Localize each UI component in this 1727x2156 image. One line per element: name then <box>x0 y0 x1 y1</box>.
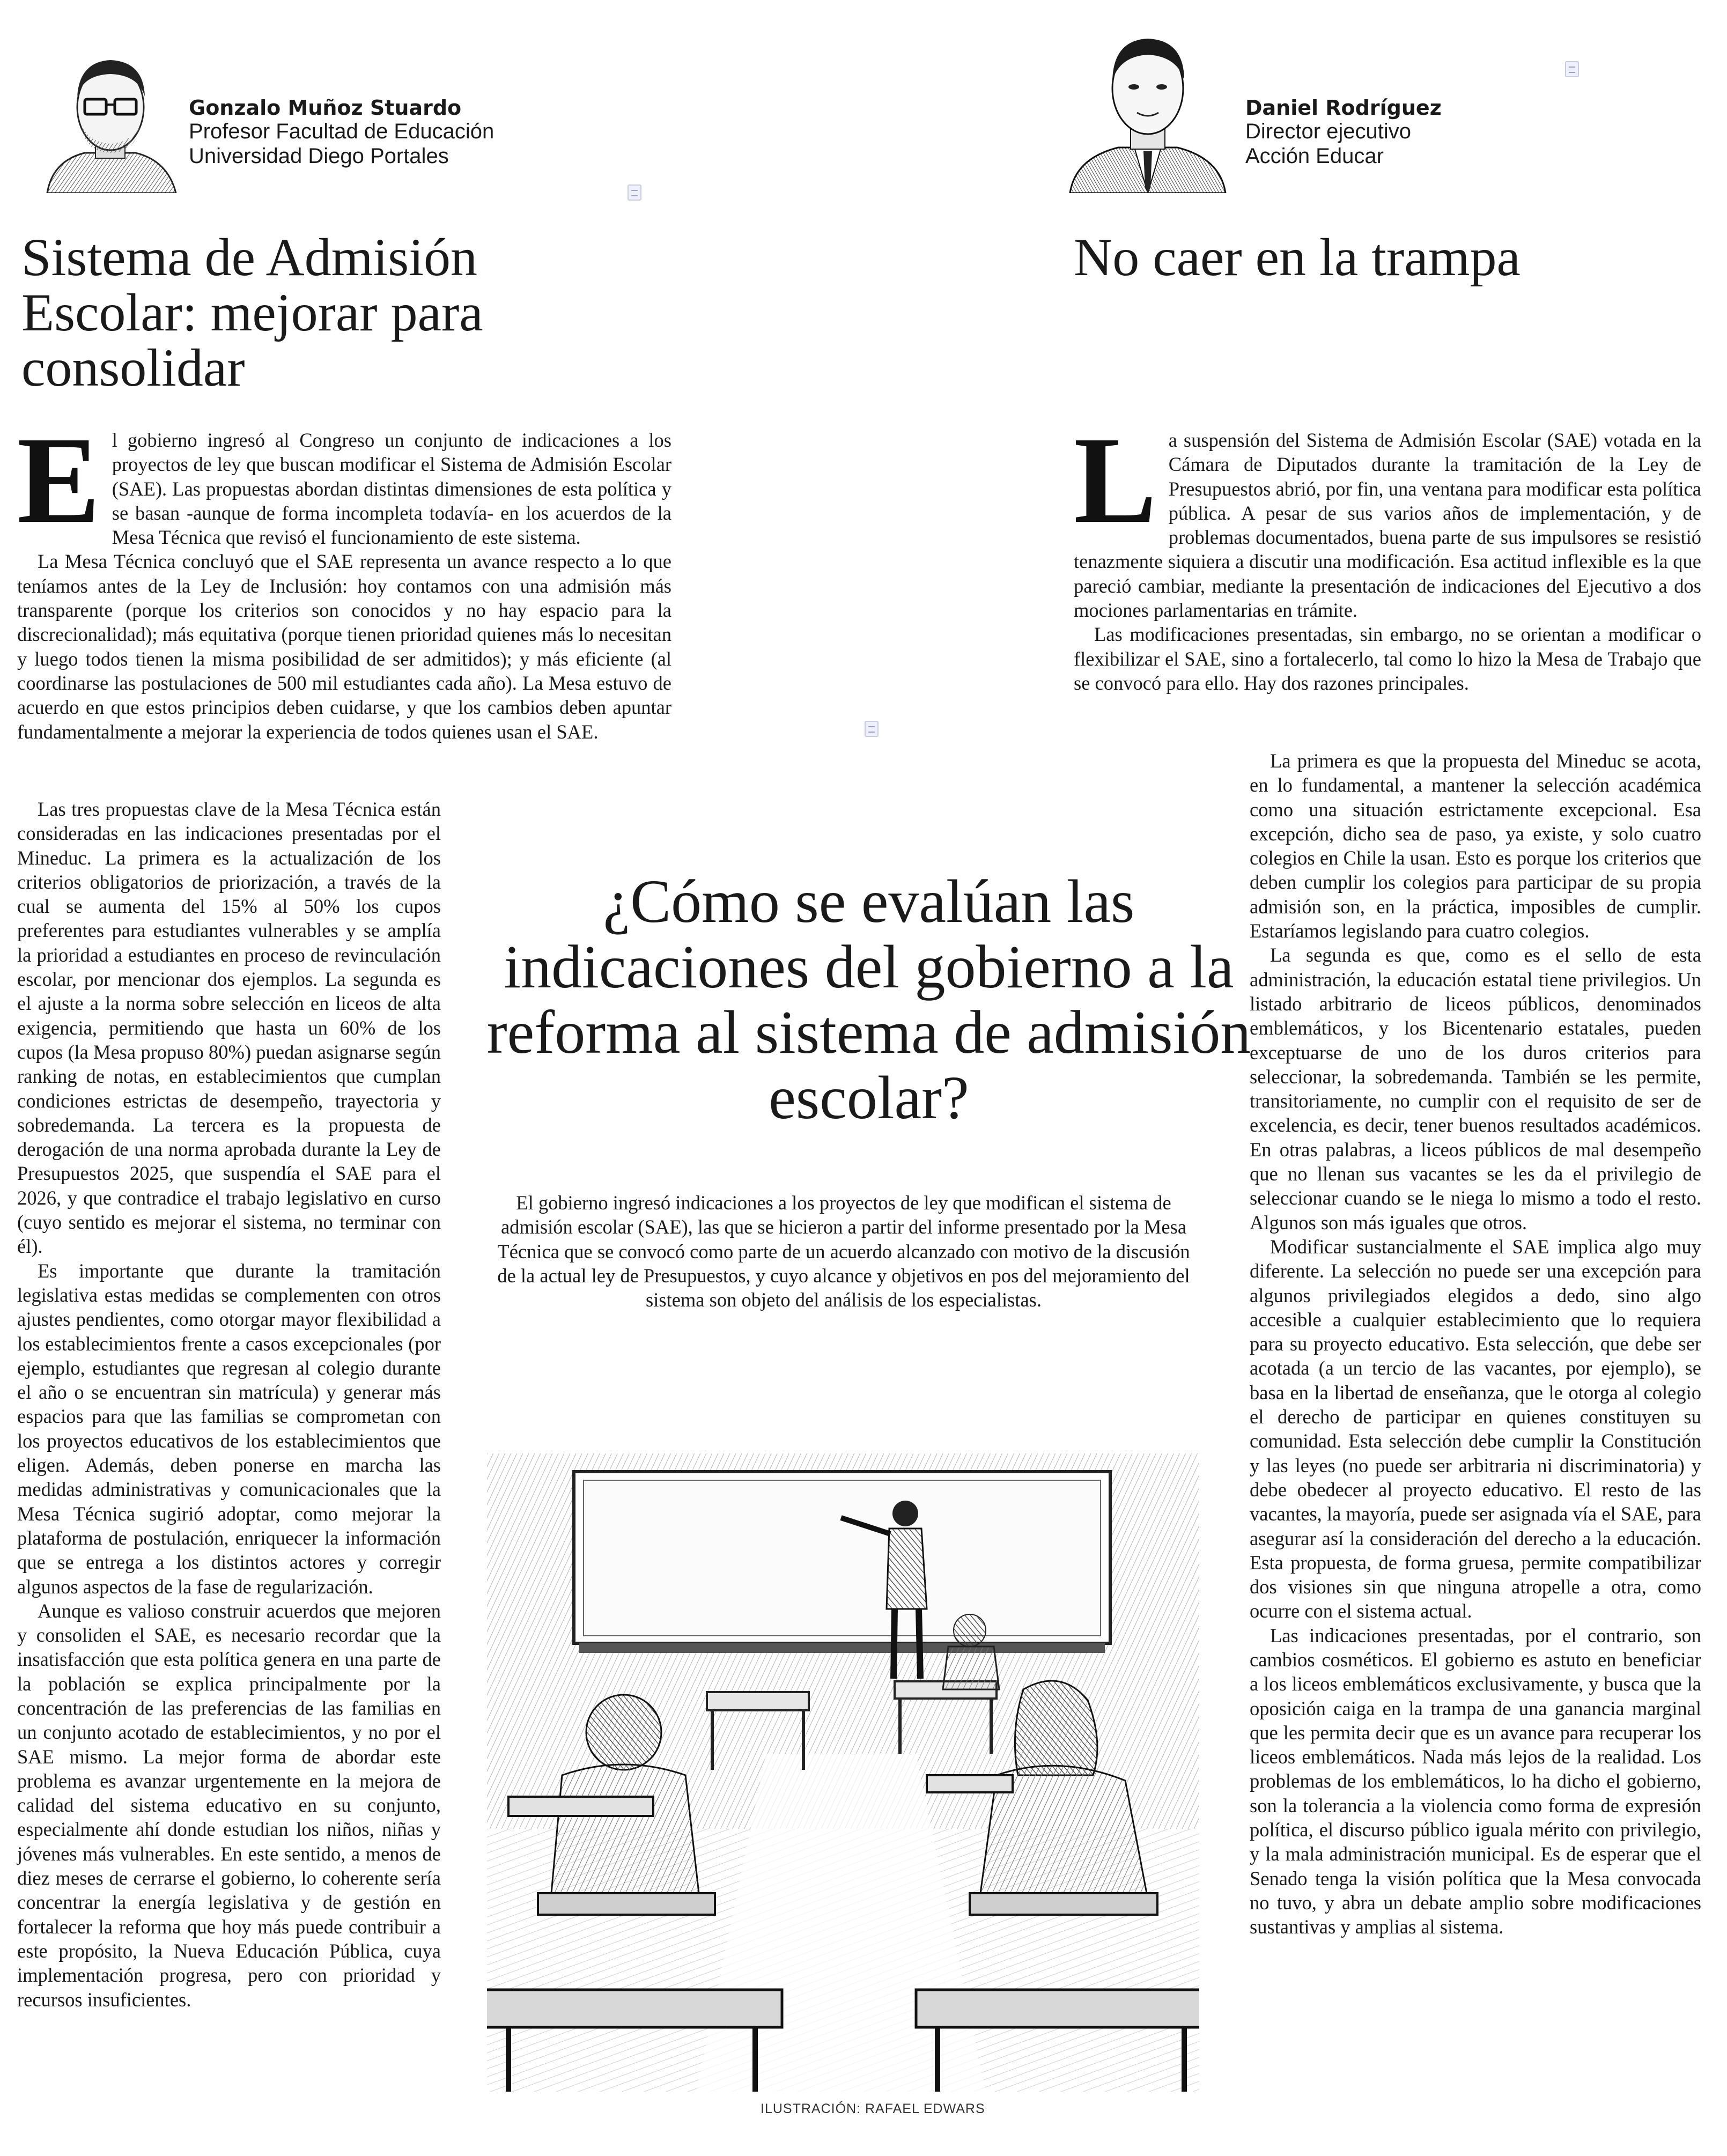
right-paragraph: Las indicaciones presentadas, por el contrario, son cambios cosméticos. El gobierno es astuto en beneficiar a los liceos emblemáticos exclusivamente, y busca que la oposición caiga en la trampa de una ganancia marginal que les permita decir que es un avance para recuperar los liceos emblemáticos. Nada más lejos de la realidad. Los problemas de los emblemáticos, lo ha dicho el gobierno, son la tolerancia a la violencia como forma de expresión política, el discurso público iguala mérito con privilegio, y la mala administración municipal. Es de esperar que el Senado tenga la visión política que la Mesa convocada no tuvo, y abra un debate amplio sobre modificaciones sustantivas y amplias al sistema. <box>1250 1624 1701 1938</box>
note-annotation-icon[interactable] <box>865 721 879 737</box>
left-headline: Sistema de Admisión Escolar: mejorar para consolidar <box>21 227 483 397</box>
right-paragraph: a suspensión del Sistema de Admisión Escolar (SAE) votada en la Cámara de Diputados durante la tramitación de la Ley de Presupuestos abrió, por fin, una ventana para modificar esta política pública. A pesar de sus varios años de implementación, y de problemas documentados, buena parte de sus impulsores se resistió tenazmente siquiera a discutir una modificación. Esa actitud inflexible es la que pareció cambiar, mediante la presentación de indicaciones del Ejecutivo a dos mociones parlamentarias en trámite. <box>1074 429 1701 622</box>
right-headline: No caer en la trampa <box>1074 227 1521 287</box>
right-author-role-line1: Director ejecutivo <box>1245 120 1412 143</box>
center-question-headline: ¿Cómo se evalúan las indicaciones del gobierno a la reforma al sistema de admisión escolar? <box>486 867 1251 1132</box>
left-article-body-narrow <box>17 797 441 2012</box>
right-author-portrait <box>1067 27 1228 193</box>
note-annotation-icon[interactable] <box>628 184 641 201</box>
right-article-body <box>1074 411 1701 695</box>
classroom-illustration <box>487 1453 1199 2092</box>
right-article-body-narrow <box>1250 749 1701 1939</box>
center-intro-text: El gobierno ingresó indicaciones a los proyectos de ley que modifican el sistema de admisión escolar (SAE), las que se hicieron a partir del informe presentado por la Mesa Técnica que se convocó como parte de un acuerdo alcanzado con motivo de la discusión de la actual ley de Presupuestos, y cuyo alcance y objetivos en pos del mejoramiento del sistema son objeto del análisis de los especialistas. <box>497 1192 1190 1311</box>
left-article-body <box>17 411 671 744</box>
left-paragraph: Es importante que durante la tramitación legislativa estas medidas se complementen con otros ajustes pendientes, como otorgar mayor flexibilidad a los establecimientos frente a casos excepcionales (por ejemplo, estudiantes que regresan al colegio durante el año o se encuentran sin matrícula) y generar más espacios para que las familias se comprometan con los proyectos educativos de los establecimientos que eligen. Además, deben ponerse en marcha las medidas administrativas y comunicacionales que la Mesa Técnica sugirió adoptar, como mejorar la plataforma de postulación, enriquecer la información que se entrega a los distintos actores y corregir algunos aspectos de la fase de regularización. <box>17 1259 441 1598</box>
left-paragraph: La Mesa Técnica concluyó que el SAE representa un avance respecto a lo que teníamos antes de la Ley de Inclusión: hoy contamos con una admisión más transparente (porque los criterios son conocidos y no hay espacio para la discrecionalidad); más equitativa (porque tienen prioridad quienes más lo necesitan y luego todos tienen la misma posibilidad de ser admitidos); y más eficiente (al coordinarse las postulaciones de 500 mil estudiantes cada año). La Mesa estuvo de acuerdo en que estos principios deben cuidarse, y que los cambios deben apuntar fundamentalmente a mejorar la experiencia de todos quienes usan el SAE. <box>17 550 671 743</box>
left-author-name: Gonzalo Muñoz Stuardo <box>189 96 462 120</box>
right-paragraph: La primera es que la propuesta del Mineduc se acota, en lo fundamental, a mantener la selección académica como una situación estrictamente excepcional. Esa excepción, dicho sea de paso, ya existe, y solo cuatro colegios en Chile la usan. Esto es porque los criterios que deben cumplir los colegios para participar de su propia admisión son, en la práctica, imposibles de cumplir. Estaríamos legislando para cuatro colegios. <box>1250 750 1701 942</box>
left-author-role-line2: Universidad Diego Portales <box>189 144 449 168</box>
left-author-portrait <box>42 43 179 193</box>
left-paragraph: Las tres propuestas clave de la Mesa Técnica están consideradas en las indicaciones presentadas por el Mineduc. La primera es la actualización de los criterios obligatorios de priorización, a través de la cual se aumenta del 15% al 50% los cupos preferentes para estudiantes vulnerables y se amplía la prioridad a estudiantes en proceso de revinculación escolar, por mencionar dos ejemplos. La segunda es el ajuste a la norma sobre selección en liceos de alta exigencia, permitiendo que hasta un 60% de los cupos (la Mesa propuso 80%) puedan asignarse según ranking de notas, en establecimientos que cumplan condiciones estrictas de desempeño, trayectoria y sobredemanda. La tercera es la propuesta de derogación de una norma aprobada durante la Ley de Presupuestos 2025, que suspendía el SAE para el 2026, y que contradice el trabajo legislativo en curso (cuyo sentido es mejorar el sistema, no terminar con él). <box>17 798 441 1258</box>
right-dropcap: L <box>1074 411 1157 549</box>
left-paragraph: l gobierno ingresó al Congreso un conjunto de indicaciones a los proyectos de ley que buscan modificar el Sistema de Admisión Escolar (SAE). Las propuestas abordan distintas dimensiones de esta política y se basan -aunque de forma incompleta todavía- en los acuerdos de la Mesa Técnica que revisó el funcionamiento de este sistema. <box>112 429 671 549</box>
right-author-role-line2: Acción Educar <box>1245 144 1384 168</box>
right-paragraph: La segunda es que, como es el sello de esta administración, la educación estatal tiene privilegios. Un listado arbitrario de liceos públicos, denominados emblemáticos, y los Bicentenario estatales, pueden exceptuarse de uno de los duros criterios para seleccionar, la sobredemanda. También se les permite, transitoriamente, no cumplir con el requisito de ser de excelencia, es decir, tener buenos resultados académicos. En otras palabras, a liceos públicos de mal desempeño que no llenan sus vacantes se les da el privilegio de seleccionar cuando se le niega lo mismo a todo el resto. Algunos son más iguales que otros. <box>1250 944 1701 1234</box>
right-author-name: Daniel Rodríguez <box>1245 96 1442 120</box>
left-paragraph: Aunque es valioso construir acuerdos que mejoren y consoliden el SAE, es necesario recordar que la insatisfacción que esta política genera en una parte de la población se explica principalmente por la concentración de las preferencias de las familias en un conjunto acotado de establecimientos, y no por el SAE mismo. La mejor forma de abordar este problema es avanzar urgentemente en la mejora de calidad del sistema educativo en su conjunto, especialmente ahí donde estudian los niños, niñas y jóvenes más vulnerables. En este sentido, a menos de diez meses de cerrarse el gobierno, lo coherente sería concentrar la energía legislativa y de gestión en fortalecer la reforma que hoy más puede contribuir a este propósito, la Nueva Educación Pública, cuya implementación progresa, pero con prioridad y recursos insuficientes. <box>17 1599 441 2011</box>
left-dropcap: E <box>17 411 100 549</box>
illustration-credit: ILUSTRACIÓN: RAFAEL EDWARS <box>761 2101 985 2116</box>
left-author-role-line1: Profesor Facultad de Educación <box>189 120 495 143</box>
note-annotation-icon[interactable] <box>1565 61 1579 77</box>
right-paragraph: Las modificaciones presentadas, sin embargo, no se orientan a modificar o flexibilizar el SAE, sino a fortalecerlo, tal como lo hizo la Mesa de Trabajo que se convocó para ello. Hay dos razones principales. <box>1074 623 1701 694</box>
right-paragraph: Modificar sustancialmente el SAE implica algo muy diferente. La selección no puede ser una excepción para algunos privilegiados elegidos a dedo, sino algo accesible a cualquier establecimiento que lo requiera para su proyecto educativo. Esta selección, que debe ser acotada (a un tercio de las vacantes, por ejemplo), se basa en la libertad de enseñanza, que le otorga al colegio el derecho de participar en quienes constituyen su comunidad. Esta selección debe cumplir la Constitución y las leyes (no puede ser arbitraria ni discriminatoria) y debe obedecer al proyecto educativo. El resto de las vacantes, la mayoría, puede ser asignada vía el SAE, para asegurar así la consideración del derecho a la educación. Esta propuesta, de forma gruesa, permite compatibilizar dos visiones sin que ninguna atropelle a otra, como ocurre con el sistema actual. <box>1250 1235 1701 1622</box>
